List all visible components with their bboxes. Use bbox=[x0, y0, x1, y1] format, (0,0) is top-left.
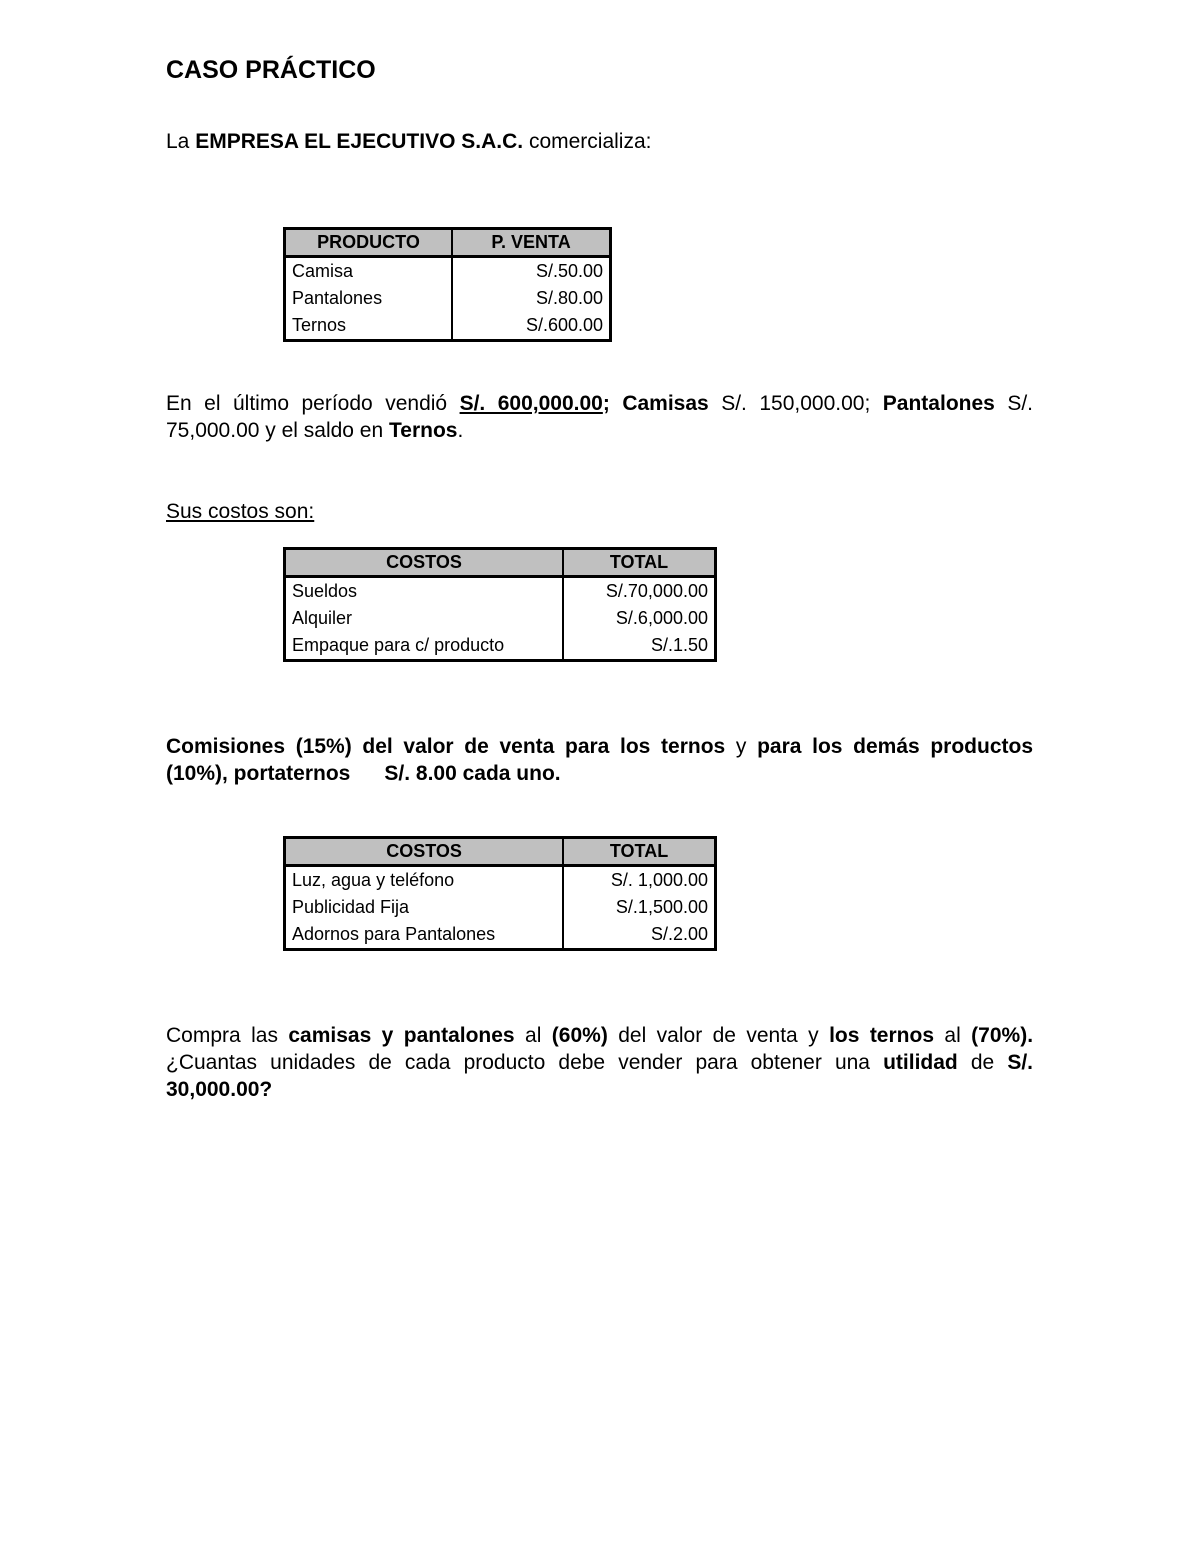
table-row bbox=[285, 257, 611, 286]
sales-text: S/. 150,000.00; bbox=[708, 392, 883, 415]
cost-name: Adornos para Pantalones bbox=[285, 921, 564, 950]
header-total: TOTAL bbox=[563, 838, 715, 866]
final-text: de bbox=[957, 1051, 1008, 1074]
commission-paragraph bbox=[166, 733, 1033, 787]
costs-heading: Sus costos son: bbox=[166, 500, 315, 523]
final-bold: (60%) bbox=[551, 1024, 608, 1047]
final-bold: los ternos bbox=[829, 1024, 934, 1047]
cost-total: S/.6,000.00 bbox=[615, 608, 708, 628]
product-price: S/.50.00 bbox=[535, 261, 603, 281]
cost-name: Alquiler bbox=[285, 605, 563, 632]
cost-name: Publicidad Fija bbox=[285, 894, 564, 921]
table-header-row bbox=[285, 229, 611, 257]
sales-text: S/. 75,000.00 y el saldo en bbox=[166, 392, 1034, 442]
table-row bbox=[285, 866, 716, 895]
commission-text: Comisiones (15%) del valor de venta para los ternos bbox=[166, 735, 726, 758]
table-row bbox=[285, 894, 716, 921]
final-bold: S/. 30,000.00? bbox=[166, 1051, 1034, 1101]
intro-suffix: comercializa: bbox=[523, 130, 652, 153]
cost-name: Luz, agua y teléfono bbox=[285, 866, 564, 895]
final-text: al bbox=[934, 1024, 972, 1047]
table-row bbox=[285, 632, 716, 661]
sales-camisas: Camisas bbox=[622, 392, 709, 415]
final-question-paragraph bbox=[166, 1022, 1033, 1103]
sales-pantalones: Pantalones bbox=[882, 392, 995, 415]
product-name: Camisa bbox=[285, 257, 453, 286]
final-text: al bbox=[514, 1024, 552, 1047]
table-row bbox=[285, 605, 716, 632]
final-bold: (70%). bbox=[971, 1024, 1034, 1047]
cost-total: S/.70,000.00 bbox=[605, 581, 708, 601]
costs-table-2 bbox=[283, 836, 717, 951]
table-row bbox=[285, 285, 611, 312]
cost-total: S/.2.00 bbox=[650, 924, 708, 944]
table-row bbox=[285, 312, 611, 341]
header-total: TOTAL bbox=[563, 549, 716, 577]
cost-total: S/. 1,000.00 bbox=[610, 870, 708, 890]
final-text: ¿Cuantas unidades de cada producto debe vender para obtener una bbox=[166, 1051, 884, 1074]
table-row bbox=[285, 921, 716, 950]
page-title: CASO PRÁCTICO bbox=[166, 56, 376, 84]
cost-name: Sueldos bbox=[285, 577, 563, 606]
company-name: EMPRESA EL EJECUTIVO S.A.C. bbox=[195, 130, 524, 153]
final-bold: camisas y pantalones bbox=[288, 1024, 515, 1047]
sales-ternos: Ternos bbox=[389, 419, 458, 442]
header-costos: COSTOS bbox=[285, 838, 564, 866]
costs-table-1 bbox=[283, 547, 717, 662]
sales-separator: ; bbox=[602, 392, 623, 415]
commission-connector: y bbox=[725, 735, 758, 758]
product-price: S/.600.00 bbox=[525, 315, 603, 335]
sales-text: . bbox=[457, 419, 464, 442]
sales-total: S/. 600,000.00 bbox=[459, 392, 603, 415]
header-producto: PRODUCTO bbox=[285, 229, 453, 257]
product-name: Pantalones bbox=[285, 285, 453, 312]
intro-prefix: La bbox=[166, 130, 196, 153]
commission-text: para los demás productos (10%), portaternos bbox=[166, 735, 1034, 785]
cost-total: S/.1,500.00 bbox=[615, 897, 708, 917]
final-text: Compra las bbox=[166, 1024, 289, 1047]
product-price: S/.80.00 bbox=[535, 288, 603, 308]
table-row bbox=[285, 577, 716, 606]
product-name: Ternos bbox=[285, 312, 453, 341]
table-header-row bbox=[285, 549, 716, 577]
intro-paragraph bbox=[166, 128, 1033, 155]
table-header-row bbox=[285, 838, 716, 866]
final-bold: utilidad bbox=[883, 1051, 958, 1074]
sales-text: En el último período vendió bbox=[166, 392, 460, 415]
header-p-venta: P. VENTA bbox=[452, 229, 610, 257]
header-costos: COSTOS bbox=[285, 549, 563, 577]
cost-total: S/.1.50 bbox=[650, 635, 708, 655]
cost-name: Empaque para c/ producto bbox=[285, 632, 563, 661]
commission-price: S/. 8.00 cada uno. bbox=[384, 762, 561, 785]
products-table bbox=[283, 227, 612, 342]
final-text: del valor de venta y bbox=[607, 1024, 830, 1047]
sales-paragraph bbox=[166, 390, 1033, 444]
